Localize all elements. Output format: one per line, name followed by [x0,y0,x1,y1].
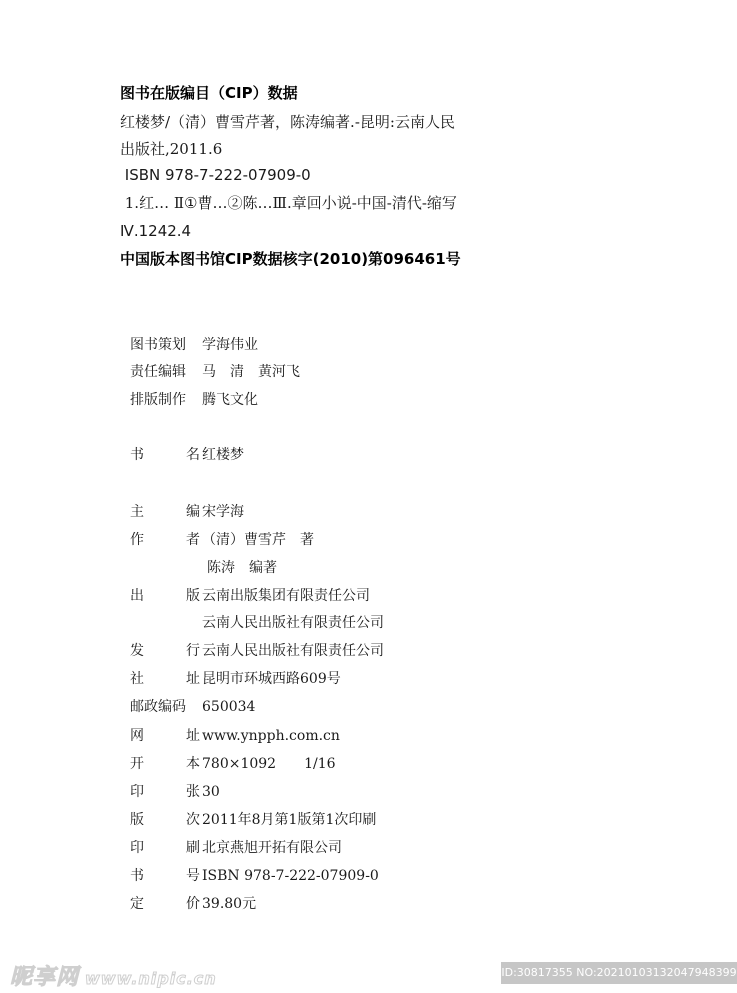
credit-editor [130,362,300,382]
credit-value: 学海伟业 [202,337,258,353]
detail-label [130,866,200,886]
cip-line-publisher: 出版社,2011.6 [120,140,223,158]
watermark-id-badge: ID:30817355 NO:20210103132047948399 [501,962,737,984]
detail-label: 邮政编码 [130,699,186,715]
detail-publisher-continuation: 云南人民出版社有限责任公司 [202,615,384,631]
cip-verification: 中国版本图书馆CIP数据核字(2010)第096461号 [120,250,461,268]
book-name-label [130,445,200,465]
book-name-value: 红楼梦 [202,447,244,463]
label-char: 行 [186,643,200,659]
label-char: 本 [186,756,200,772]
detail-author [130,530,314,550]
label-char: 定 [130,896,144,912]
detail-value: 昆明市环城西路609号 [202,671,341,687]
label-char: 出 [130,588,144,604]
detail-label [130,726,200,746]
label-char: 书 [130,447,144,463]
label-char: 址 [186,671,200,687]
detail-publisher [130,586,370,606]
label-char: 者 [186,532,200,548]
credit-planning [130,335,258,355]
detail-author-continuation: 陈涛 编著 [207,560,277,576]
cip-line-title: 红楼梦/（清）曹雪芹著，陈涛编著.-昆明:云南人民 [120,113,455,131]
detail-value: 2011年8月第1版第1次印刷 [202,812,377,828]
label-char: 社 [130,671,144,687]
credit-value: 腾飞文化 [202,392,258,408]
label-char: 价 [186,896,200,912]
credit-label: 排版制作 [130,392,186,408]
label-char: 版 [130,812,144,828]
label-char: 印 [130,784,144,800]
detail-label [130,754,200,774]
detail-value: 云南人民出版社有限责任公司 [202,643,384,659]
detail-distributor [130,641,384,661]
detail-value: 云南出版集团有限责任公司 [202,588,370,604]
detail-printer [130,838,342,858]
label-char: 号 [186,868,200,884]
detail-address [130,669,341,689]
label-char: 编 [186,504,200,520]
detail-postcode [130,697,255,717]
label-char: 张 [186,784,200,800]
detail-value: 780×1092 1/16 [202,756,336,772]
credit-value: 马 清 黄河飞 [202,364,300,380]
credit-typesetting [130,390,258,410]
label-char: 名 [186,447,200,463]
label-char: 发 [130,643,144,659]
detail-value: 650034 [202,699,256,715]
credit-label: 责任编辑 [130,364,186,380]
detail-value: ISBN 978-7-222-07909-0 [202,868,379,884]
watermark-logo [10,960,217,991]
label-char: 书 [130,868,144,884]
detail-value: 30 [202,784,220,800]
detail-label [130,502,200,522]
detail-value: 北京燕旭开拓有限公司 [202,840,342,856]
label-char: 刷 [186,840,200,856]
detail-isbn [130,866,379,886]
label-char: 网 [130,728,144,744]
website-link: www.ynpph.com.cn [202,728,340,744]
label-char: 主 [130,504,144,520]
detail-website [130,726,340,746]
watermark-site: www.nipic.cn [85,969,217,988]
detail-label [130,641,200,661]
detail-chief-editor [130,502,244,522]
book-name-row [130,445,244,465]
label-char: 版 [186,588,200,604]
label-char: 开 [130,756,144,772]
detail-label [130,838,200,858]
detail-sheets [130,782,220,802]
watermark-brand: 昵享网 [10,965,80,990]
detail-value: 39.80元 [202,896,257,912]
label-char: 次 [186,812,200,828]
detail-label [130,669,200,689]
cip-heading: 图书在版编目（CIP）数据 [120,84,298,102]
detail-format [130,754,336,774]
cip-line-isbn: ISBN 978-7-222-07909-0 [120,166,311,184]
detail-label [130,530,200,550]
detail-value: （清）曹雪芹 著 [202,532,314,548]
cip-line-subjects: 1.红… Ⅱ①曹…②陈…Ⅲ.章回小说-中国-清代-缩写 [120,194,457,212]
detail-value: 宋学海 [202,504,244,520]
detail-label [130,782,200,802]
label-char: 作 [130,532,144,548]
credit-label: 图书策划 [130,337,186,353]
detail-label [130,586,200,606]
detail-label [130,810,200,830]
label-char: 印 [130,840,144,856]
label-char: 址 [186,728,200,744]
detail-price [130,894,256,914]
cip-line-classification: Ⅳ.1242.4 [120,222,192,240]
detail-label [130,894,200,914]
detail-edition [130,810,376,830]
